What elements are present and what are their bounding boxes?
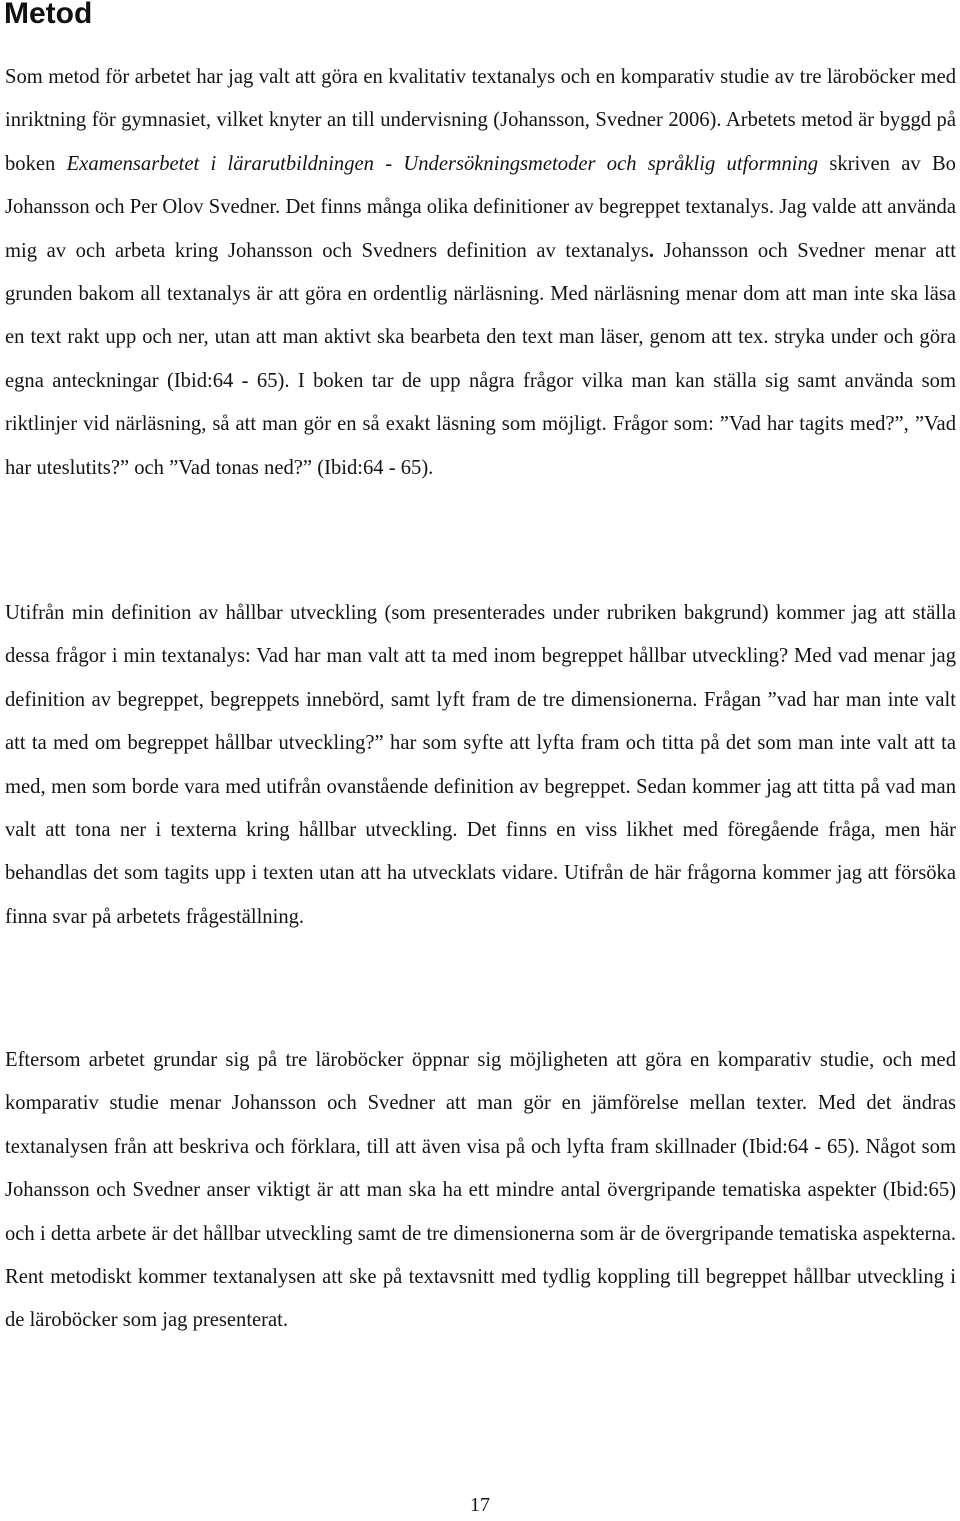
- paragraph-1-text-c: Johansson och Svedner menar att grunden bakom all textanalys är att göra en ordentlig närläsning. Med närläsning menar dom att man inte ska läsa en text rakt upp och ner, utan att man aktivt ska bearbeta den text man läser, genom att tex. stryka under och göra egna anteckningar (Ibid:64 - 65). I boken tar de upp några frågor vilka man kan ställa sig samt använda som riktlinjer vid närläsning, så att man gör en så exakt läsning som möjligt. Frågor som: ”Vad har tagits med?”, ”Vad har uteslutits?” och ”Vad tonas ned?” (Ibid:64 - 65).: [5, 239, 956, 479]
- book-title-italic: Examensarbetet i lärarutbildningen - Undersökningsmetoder och språklig utformning: [66, 152, 819, 175]
- bold-period: .: [648, 239, 655, 262]
- paragraph-1-text-b: skriven av Bo Johansson och Per Olov Svedner. Det finns många olika definitioner av begreppet textanalys. Jag valde att använda mig av och arbeta kring Johansson och Svedners definition av textanalys: [5, 152, 956, 262]
- paragraph-analysis-questions: Utifrån min definition av hållbar utveckling (som presenterades under rubriken bakgrund) kommer jag att ställa dessa frågor i min textanalys: Vad har man valt att ta med inom begreppet hållbar utveckling? Med vad menar jag definition av begreppet, begreppets innebörd, samt lyft fram de tre dimensionerna. Frågan ”vad har man inte valt att ta med om begreppet hållbar utveckling?” har som syfte att lyfta fram och titta på det som man inte valt att ta med, men som borde vara med utifrån ovanstående definition av begreppet. Sedan kommer jag att titta på vad man valt att tona ner i texterna kring hållbar utveckling. Det finns en viss likhet med föregående fråga, men här behandlas det som tagits upp i texten utan att ha utvecklats vidare. Utifrån de här frågorna kommer jag att försöka finna svar på arbetets frågeställning.: [5, 602, 956, 928]
- paragraph-1-text-a: Som metod för arbetet har jag valt att göra en kvalitativ textanalys och en komparativ studie av tre läroböcker med inriktning för gymnasiet, vilket knyter an till undervisning (Johansson, Svedner 2006). Arbetets metod är byggd på boken: [5, 66, 956, 175]
- section-heading: Metod: [4, 0, 93, 30]
- page-number: 17: [470, 1494, 490, 1516]
- paragraph-comparative-study: Eftersom arbetet grundar sig på tre läroböcker öppnar sig möjligheten att göra en komparativ studie, och med komparativ studie menar Johansson och Svedner att man gör en jämförelse mellan texter. Med det ändras textanalysen från att beskriva och förklara, till att även visa på och lyfta fram skillnader (Ibid:64 - 65). Något som Johansson och Svedner anser viktigt är att man ska ha ett mindre antal övergripande tematiska aspekter (Ibid:65) och i detta arbete är det hållbar utveckling samt de tre dimensionerna som är de övergripande tematiska aspekterna. Rent metodiskt kommer textanalysen att ske på textavsnitt med tydlig koppling till begreppet hållbar utveckling i de läroböcker som jag presenterat.: [5, 1049, 956, 1332]
- paragraph-method-intro: [5, 56, 956, 490]
